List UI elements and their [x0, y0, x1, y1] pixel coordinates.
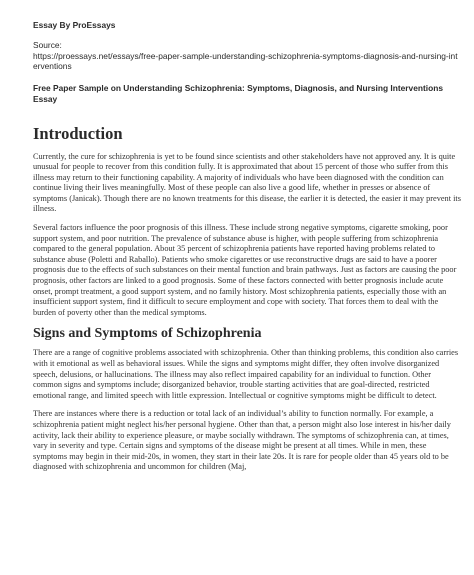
- paragraph: There are instances where there is a reduction or total lack of an individual’s ability to function normally. For example, a schizophrenia patient might neglect his/her personal hygiene. Other than that, a person might also lose interest in his/her daily activity, lack their ability to experience pleasure, or maybe socially withdrawn. The symptoms of schizophrenia can, at times, vary in severity and type. Certain signs and symptoms of the disease might be present at all times. While in men, these symptoms may begin in their mid-20s, in women, they start in their late 20s. It is rare for people older than 45 years old to be diagnosed with schizophrenia and uncommon for children (Maj,: [33, 409, 451, 472]
- section-heading-signs-and-symptoms: Signs and Symptoms of Schizophrenia: [33, 326, 262, 342]
- paragraph: Currently, the cure for schizophrenia is yet to be found since scientists and other stakeholders have not approved any. It is quite unusual for people to recover from this condition fully. It is approximated that about 15 percent of those who suffer from this illness may return to their functioning capability. A majority of individuals who have been diagnosed with the condition can continue living their lives meaningfully. Most of these people can also live a good life, whether in presses or absence of symptoms (Janicak). Though there are no known treatments for this disease, the earlier it is detected, the easier it may prevent its illness.: [33, 151, 461, 214]
- site-title: Essay By ProEssays: [33, 20, 116, 30]
- paragraph: Several factors influence the poor prognosis of this illness. These include strong negative symptoms, cigarette smoking, poor support system, and poor nutrition. The prevalence of substance abuse is higher, with people suffering from schizophrenia compared to the general population. About 35 percent of schizophrenia patients have reported having problems related to substance abuse (Poletti and Raballo). Patients who smoke cigarettes or use reconstructive drugs are said to have a poorer prognosis due to the effects of such substances on their mental function and brain pathways. Just as factors are causing the poor prognosis, other factors are linked to a good prognosis. Some of these factors connected with better prognosis include acute onset, prompt treatment, a good support system, and no family history. Most schizophrenia patients, especially those with an insufficient support system, find it difficult to secure employment and cope with society. That forces them to deal with the burden of poverty other than the medical symptoms.: [33, 223, 457, 317]
- source-label: Source:: [33, 40, 62, 50]
- source-url[interactable]: https://proessays.net/essays/free-paper-sample-understanding-schizophrenia-symptoms-diagnosis-and-nursing-interventions: [33, 50, 458, 71]
- paper-title: Free Paper Sample on Understanding Schizophrenia: Symptoms, Diagnosis, and Nursing Interventions Essay: [33, 82, 443, 104]
- section-heading-introduction: Introduction: [33, 123, 123, 143]
- paragraph: There are a range of cognitive problems associated with schizophrenia. Other than thinking problems, this condition also carries with it emotional as well as behavioral issues. While the signs and symptoms might differ, they often involve disorganized speech, delusions, or hallucinations. The illness may also reflect impaired capability for an individual to function. Other common signs and symptoms include; disorganized behavior, trouble starting activities that are goal-directed, restricted emotional range, and limited speech with little expression. Intellectual or cognitive symptoms might be difficult to detect.: [33, 348, 459, 400]
